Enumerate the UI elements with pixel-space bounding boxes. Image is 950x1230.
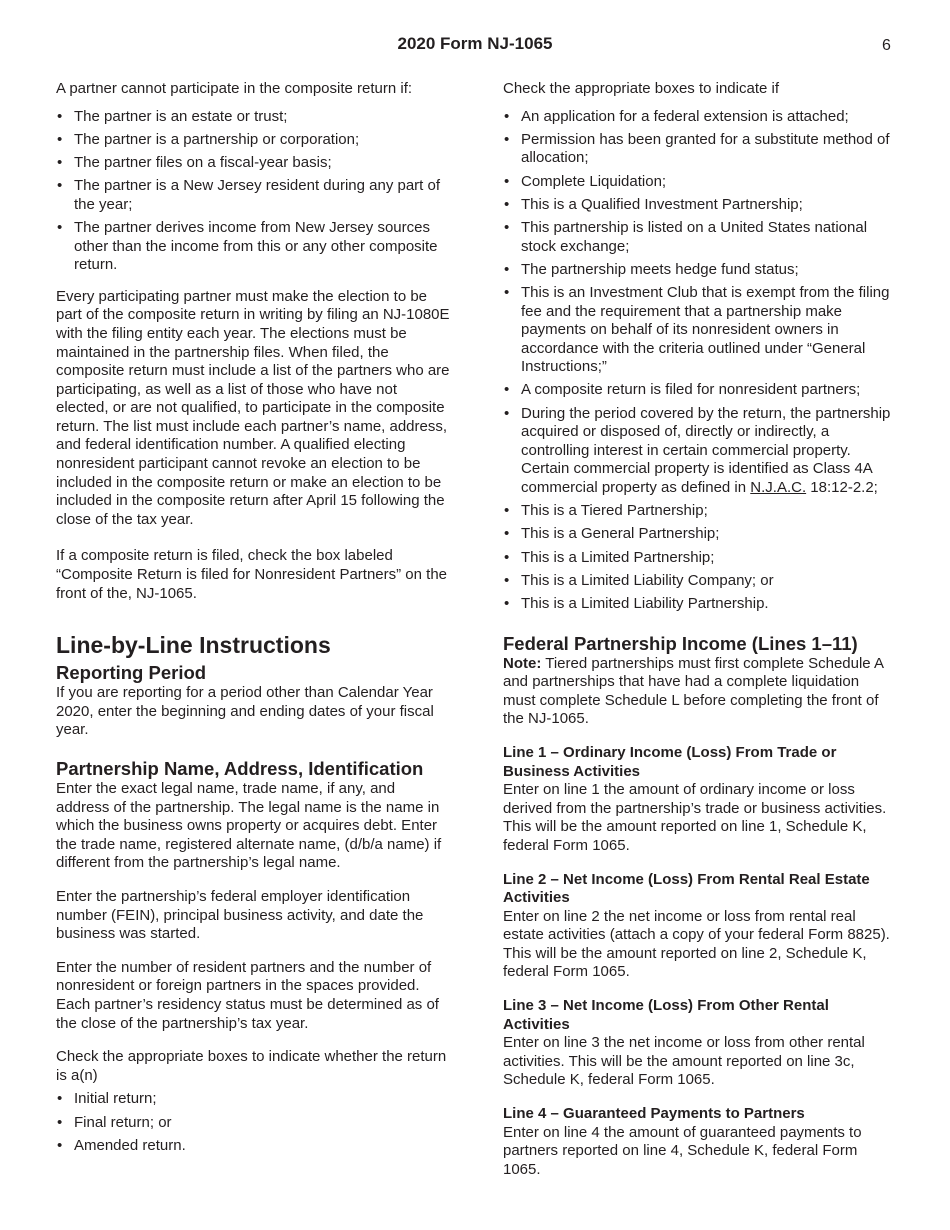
partners-count-paragraph: Enter the number of resident partners and the number of nonresident or foreign partners in the spaces provided. Each partner’s residency status must be determined as of the close of the partnership’s tax year.: [56, 958, 439, 1032]
check-list: [503, 108, 895, 614]
section-title: Line-by-Line Instructions: [56, 632, 331, 659]
line-3-text: Enter on line 3 the net income or loss from other rental activities. This will be the amount reported on line 3c, Schedule K, federal Form 1065.: [503, 1034, 865, 1089]
note-paragraph: [503, 655, 895, 729]
fein-paragraph: Enter the partnership’s federal employer identification number (FEIN), principal business activity, and date the business was started.: [56, 887, 424, 943]
return-type-intro: Check the appropriate boxes to indicate whether the return is a(n): [56, 1048, 447, 1084]
list-item: • This partnership is listed on a United States national stock exchange;: [503, 219, 895, 256]
list-item: • Initial return;: [56, 1090, 450, 1109]
note-text: Tiered partnerships must first complete Schedule A and partnerships that have had a complete liquidation must complete Schedule L before completing the front of the NJ-1065.: [503, 654, 884, 728]
list-item: • This is a General Partnership;: [503, 525, 895, 544]
list-item: • The partner is a partnership or corporation;: [56, 131, 450, 150]
composite-exclusion-intro: A partner cannot participate in the composite return if:: [56, 80, 413, 97]
return-type-list: [56, 1090, 450, 1155]
list-item: • The partner files on a fiscal-year basis;: [56, 154, 450, 173]
left-column: [56, 80, 450, 1160]
list-item: • This is a Limited Partnership;: [503, 549, 895, 568]
exclusion-list: [56, 108, 450, 275]
page-title: 2020 Form NJ-1065: [397, 34, 553, 53]
line-3-heading: Line 3 – Net Income (Loss) From Other Rental Activities: [503, 997, 829, 1033]
check-intro: Check the appropriate boxes to indicate if: [503, 80, 779, 97]
property-text-end: 18:12-2.2;: [806, 479, 878, 497]
property-text: During the period covered by the return, the partnership acquired or disposed of, directly or indirectly, a controlling interest in certain commercial property. Certain commercial property is identified as Class 4A commercial property as defined in: [521, 404, 891, 497]
line-4-text: Enter on line 4 the amount of guaranteed payments to partners reported on line 4, Schedule K, federal Form 1065.: [503, 1123, 862, 1178]
list-item: • This is a Tiered Partnership;: [503, 502, 895, 521]
election-paragraph: Every participating partner must make the election to be part of the composite return in writing by filing an NJ-1080E with the filing entity each year. The elections must be maintained in the partnership files. When filed, the composite return must include a list of the partners who are participating, as well as a list of those who have not elected, or are not qualified, to participate in the composite return. The list must include each partner’s name, address, and federal identification number. A qualified electing nonresident participant cannot revoke an election to be included in the composite return or make an election to be included in the composite return after April 15 following the close of the tax year.: [56, 287, 450, 528]
list-item: • Amended return.: [56, 1137, 450, 1156]
line-2-heading: Line 2 – Net Income (Loss) From Rental Real Estate Activities: [503, 870, 870, 907]
list-item: • This is an Investment Club that is exempt from the filing fee and the requirement that a partnership make payments on behalf of its nonresident owners in accordance with the criteria outlined under “General Instructions;”: [503, 284, 895, 377]
list-item: • Final return; or: [56, 1114, 450, 1133]
composite-paragraph: If a composite return is filed, check the box labeled “Composite Return is filed for Nonresident Partners” on the front of the, NJ-1065.: [56, 547, 448, 602]
list-item: • A composite return is filed for nonresident partners;: [503, 381, 895, 400]
list-item: • Complete Liquidation;: [503, 173, 895, 192]
list-item: • The partnership meets hedge fund status;: [503, 261, 895, 280]
list-item: • The partner is an estate or trust;: [56, 108, 450, 127]
reporting-period-heading: Reporting Period: [56, 662, 207, 684]
list-item: • This is a Limited Liability Company; or: [503, 572, 895, 591]
list-item: • The partner is a New Jersey resident during any part of the year;: [56, 177, 450, 214]
note-label: Note:: [503, 654, 542, 672]
list-item: • This is a Qualified Investment Partnership;: [503, 196, 895, 215]
list-item-commercial-property: [503, 405, 895, 498]
partnership-name-heading: Partnership Name, Address, Identification: [56, 758, 424, 779]
line-1-heading: Line 1 – Ordinary Income (Loss) From Trade or Business Activities: [503, 743, 837, 780]
list-item: • The partner derives income from New Jersey sources other than the income from this or any other composite return.: [56, 219, 450, 275]
right-column: [503, 80, 895, 1179]
list-item: • This is a Limited Liability Partnership.: [503, 595, 895, 614]
federal-income-heading: Federal Partnership Income (Lines 1–11): [503, 632, 858, 654]
list-item: • An application for a federal extension is attached;: [503, 108, 895, 127]
line-1-text: Enter on line 1 the amount of ordinary income or loss derived from the partnership’s trade or business activities. This will be the amount reported on line 1, Schedule K, federal Form 1065.: [503, 781, 887, 854]
line-2-text: Enter on line 2 the net income or loss from rental real estate activities (attach a copy of your federal Form 8825). This will be the amount reported on line 2, Schedule K, federal Form 1065.: [503, 907, 890, 981]
list-item: • Permission has been granted for a substitute method of allocation;: [503, 131, 895, 168]
page-number: 6: [882, 37, 891, 54]
partnership-name-paragraph: Enter the exact legal name, trade name, if any, and address of the partnership. The legal name is the name in which the business owns property or acquires debt. Enter the trade name, registered alternate name, (d/b/a name) if different from the partnership’s legal name.: [56, 780, 442, 872]
njac-citation: N.J.A.C.: [750, 479, 807, 497]
line-4-heading: Line 4 – Guaranteed Payments to Partners: [503, 1105, 805, 1123]
reporting-period-paragraph: If you are reporting for a period other than Calendar Year 2020, enter the beginning and ending dates of your fiscal year.: [56, 684, 434, 739]
